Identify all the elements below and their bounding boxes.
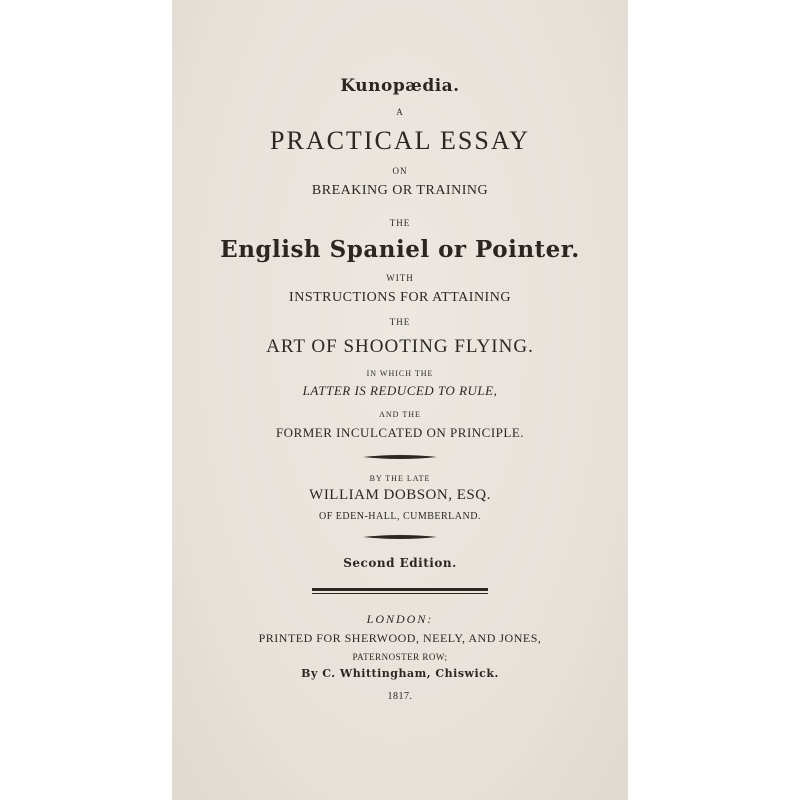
word-with: WITH [386,273,414,283]
year-line: 1817. [387,691,413,702]
and-the-line: AND THE [379,410,421,419]
latter-line: LATTER IS REDUCED TO RULE, [302,383,498,398]
in-which-line: IN WHICH THE [366,369,434,378]
word-the-1: THE [389,218,411,228]
printed-for-line: PRINTED FOR SHERWOOD, NEELY, AND JONES, [258,631,542,645]
word-the-2: THE [389,317,411,327]
london-line: LONDON: [366,612,434,626]
edition-line: Second Edition. [343,556,457,570]
title-page [172,0,628,800]
author-residence: OF EDEN-HALL, CUMBERLAND. [319,511,481,522]
printer-line: By C. Whittingham, Chiswick. [301,667,499,680]
practical-essay-title: PRACTICAL ESSAY [270,126,530,155]
double-rule [312,588,488,594]
spaniel-title: English Spaniel or Pointer. [220,236,580,263]
by-the-late-line: BY THE LATE [369,474,431,483]
former-line: FORMER INCULCATED ON PRINCIPLE. [275,425,525,440]
breaking-line: BREAKING OR TRAINING [311,183,489,198]
article-a: A [396,107,404,117]
paternoster-line: PATERNOSTER ROW; [352,652,448,662]
word-on: ON [392,166,408,176]
kunopaedia-heading: Kunopædia. [340,76,460,96]
art-of-shooting-line: ART OF SHOOTING FLYING. [266,336,534,357]
instructions-line: INSTRUCTIONS FOR ATTAINING [289,290,511,305]
author-name: WILLIAM DOBSON, ESQ. [309,487,491,503]
